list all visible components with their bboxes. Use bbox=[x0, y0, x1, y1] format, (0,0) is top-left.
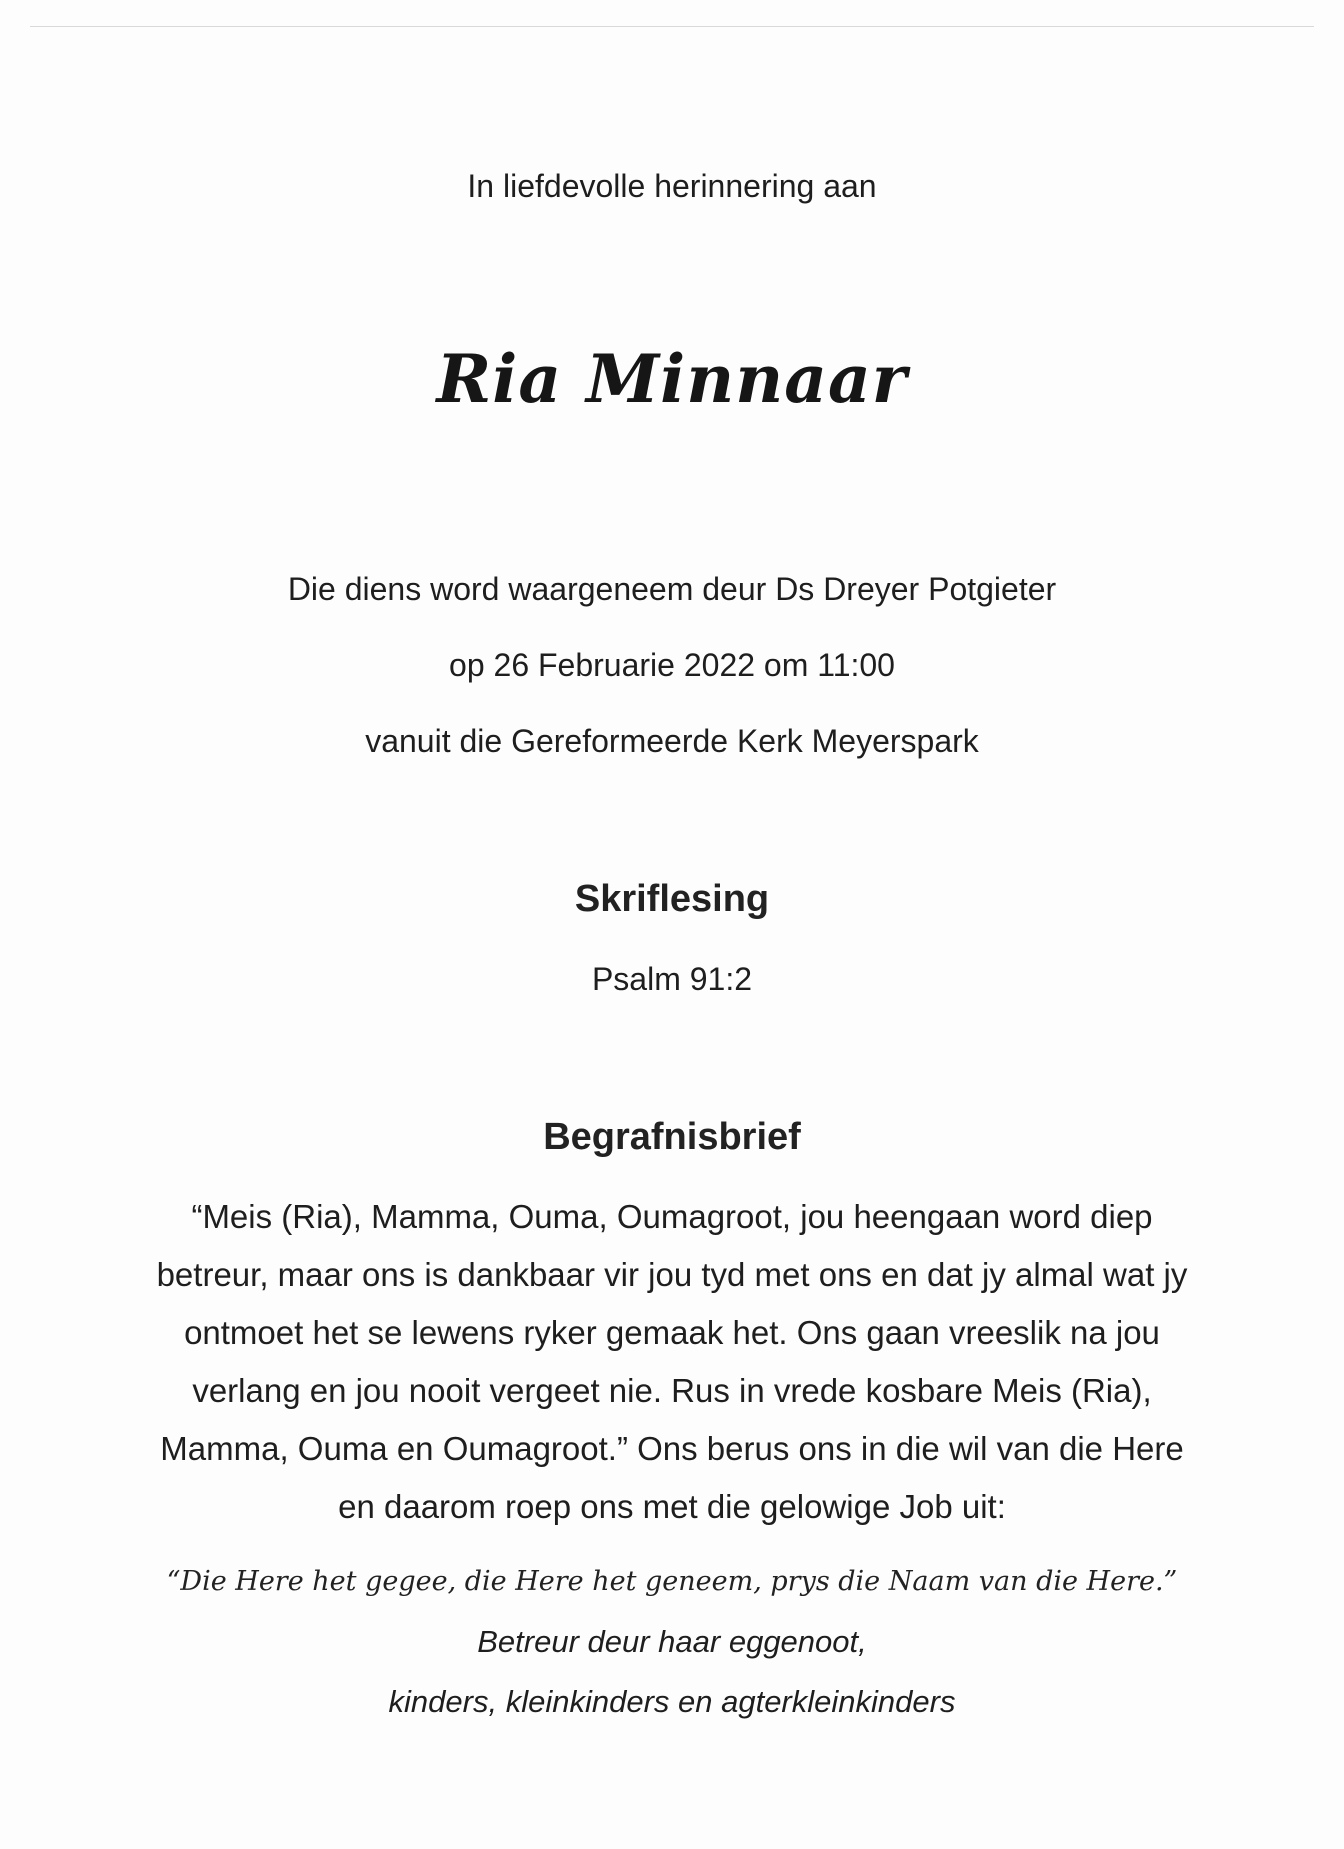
scan-edge bbox=[30, 26, 1314, 27]
letter-line: betreur, maar ons is dankbaar vir jou tyd met ons en dat jy almal wat jy bbox=[156, 1256, 1188, 1293]
reading-reference: Psalm 91:2 bbox=[591, 961, 753, 997]
signoff-line: kinders, kleinkinders en agterkleinkinders bbox=[388, 1684, 956, 1719]
intro-text: In liefdevolle herinnering aan bbox=[467, 168, 877, 204]
letter-line: verlang en jou nooit vergeet nie. Rus in vrede kosbare Meis (Ria), bbox=[192, 1372, 1152, 1409]
scripture-quote: “Die Here het gegee, die Here het geneem, prys die Naam van die Here.” bbox=[166, 1566, 1178, 1597]
service-venue-line: vanuit die Gereformeerde Kerk Meyerspark bbox=[365, 723, 979, 759]
deceased-name: Ria Minnaar bbox=[436, 340, 908, 418]
letter-line: en daarom roep ons met die gelowige Job uit: bbox=[338, 1488, 1006, 1525]
letter-heading: Begrafnisbrief bbox=[543, 1116, 801, 1158]
signoff-line: Betreur deur haar eggenoot, bbox=[477, 1624, 867, 1659]
reading-heading: Skriflesing bbox=[574, 878, 770, 920]
letter-line: Mamma, Ouma en Oumagroot.” Ons berus ons in die wil van die Here bbox=[160, 1430, 1184, 1467]
letter-line: “Meis (Ria), Mamma, Ouma, Oumagroot, jou heengaan word diep bbox=[191, 1198, 1153, 1235]
service-officiant-line: Die diens word waargeneem deur Ds Dreyer Potgieter bbox=[287, 571, 1057, 607]
letter-line: ontmoet het se lewens ryker gemaak het. Ons gaan vreeslik na jou bbox=[184, 1314, 1160, 1351]
service-date-line: op 26 Februarie 2022 om 11:00 bbox=[449, 647, 895, 683]
